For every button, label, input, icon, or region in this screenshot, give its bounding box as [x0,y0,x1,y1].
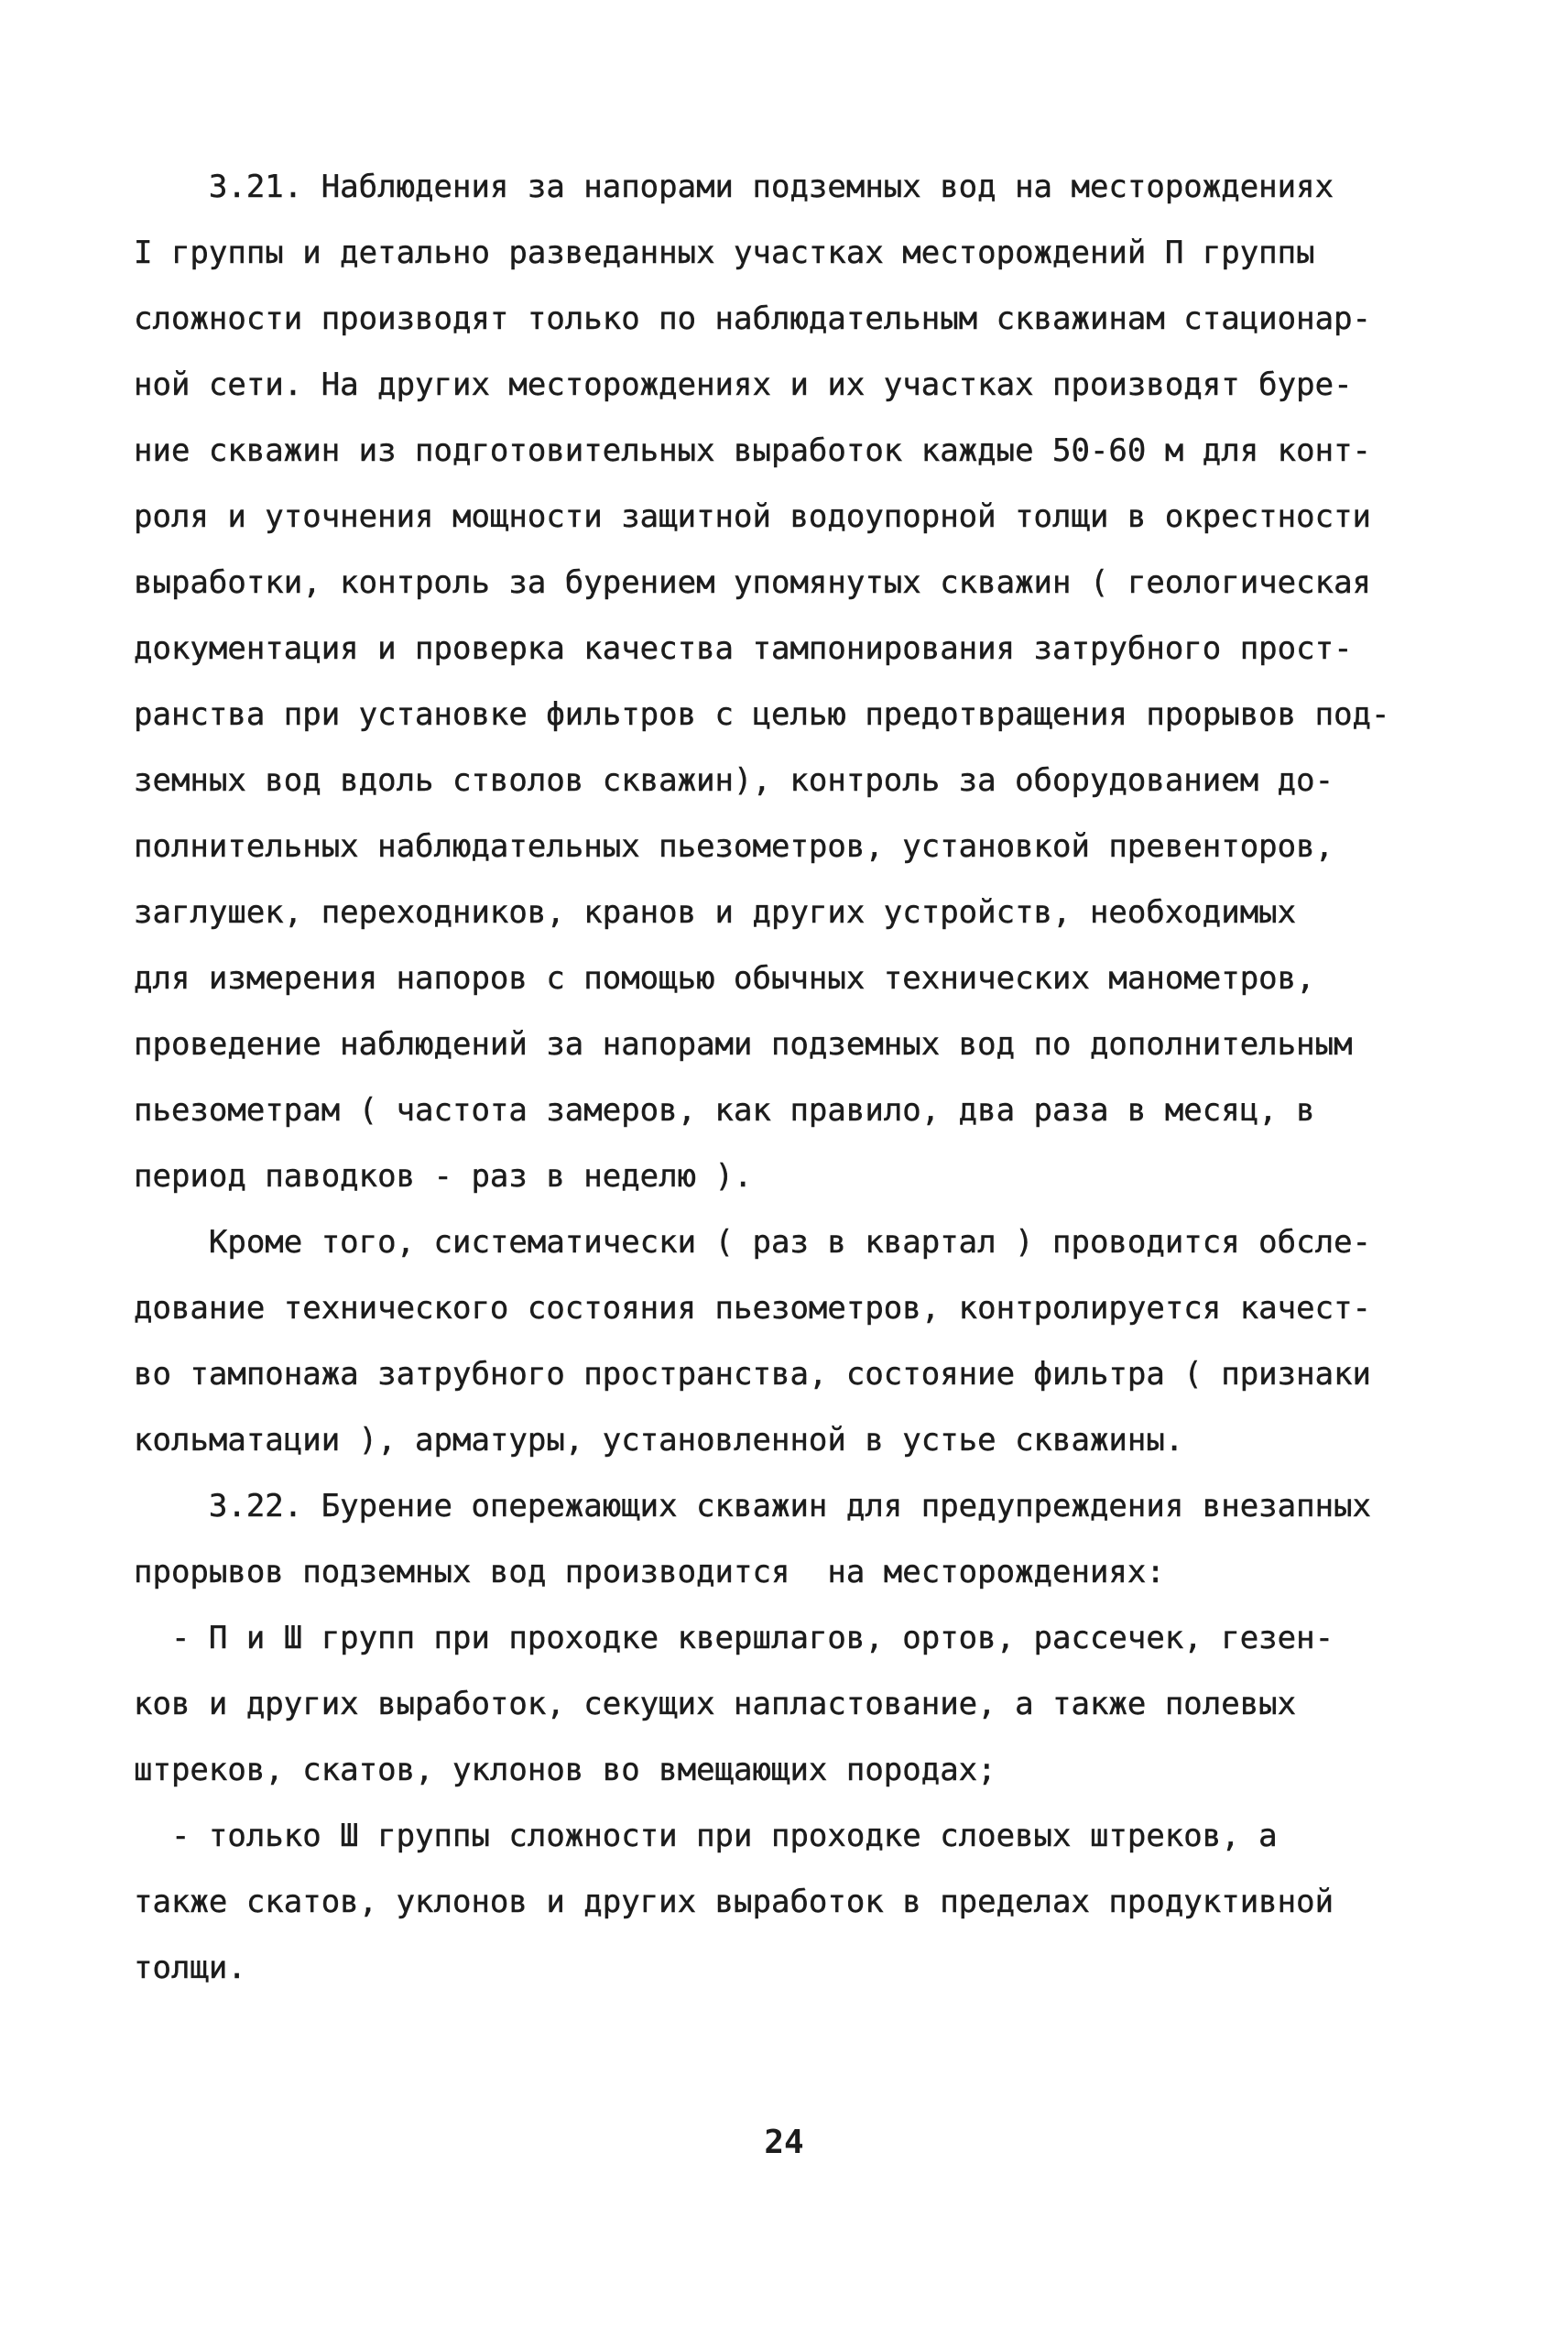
text-line: - П и Ш групп при проходке квершлагов, ортов, рассечек, гезен- [134,1620,1334,1656]
text-line: период паводков - раз в неделю ). [134,1158,753,1195]
text-line: полнительных наблюдательных пьезометров, установкой превенторов, [134,828,1334,865]
text-line: также скатов, уклонов и других выработок в пределах продуктивной [134,1884,1334,1920]
text-line: роля и уточнения мощности защитной водоупорной толщи в окрестности [134,498,1372,535]
text-line: кольматации ), арматуры, установленной в устье скважины. [134,1422,1184,1458]
text-line: 3.21. Наблюдения за напорами подземных вод на месторождениях [134,169,1334,205]
text-line: проведение наблюдений за напорами подземных вод по дополнительным [134,1026,1353,1063]
text-line: для измерения напоров с помощью обычных технических манометров, [134,960,1315,997]
text-line: I группы и детально разведанных участках месторождений П группы [134,235,1315,271]
text-line: ние скважин из подготовительных выработок каждые 50-60 м для конт- [134,432,1372,469]
text-line: ранства при установке фильтров с целью предотвращения прорывов под- [134,696,1390,733]
text-line: сложности производят только по наблюдательным скважинам стационар- [134,300,1372,337]
text-line: выработки, контроль за бурением упомянутых скважин ( геологическая [134,564,1372,601]
text-line: прорывов подземных вод производится на месторождениях: [134,1554,1165,1590]
text-line: 3.22. Бурение опережающих скважин для предупреждения внезапных [134,1488,1372,1524]
text-line: во тампонажа затрубного пространства, состояние фильтра ( признаки [134,1356,1372,1393]
text-line: земных вод вдоль стволов скважин), контроль за оборудованием до- [134,762,1334,799]
text-line: Кроме того, систематически ( раз в квартал ) проводится обсле- [134,1224,1372,1261]
text-line: штреков, скатов, уклонов во вмещающих породах; [134,1752,996,1788]
text-line: ков и других выработок, секущих напластование, а также полевых [134,1686,1297,1722]
text-line: дование технического состояния пьезометров, контролируется качест- [134,1290,1372,1327]
text-line: заглушек, переходников, кранов и других устройств, необходимых [134,894,1297,931]
body-text [134,154,1462,2001]
text-line: пьезометрам ( частота замеров, как правило, два раза в месяц, в [134,1092,1315,1129]
text-line: толщи. [134,1950,246,1986]
text-line: - только Ш группы сложности при проходке слоевых штреков, а [134,1818,1278,1854]
page-number: 24 [764,2124,804,2161]
text-line: ной сети. На других месторождениях и их участках производят буре- [134,366,1353,403]
text-line: документация и проверка качества тампонирования затрубного прост- [134,630,1353,667]
